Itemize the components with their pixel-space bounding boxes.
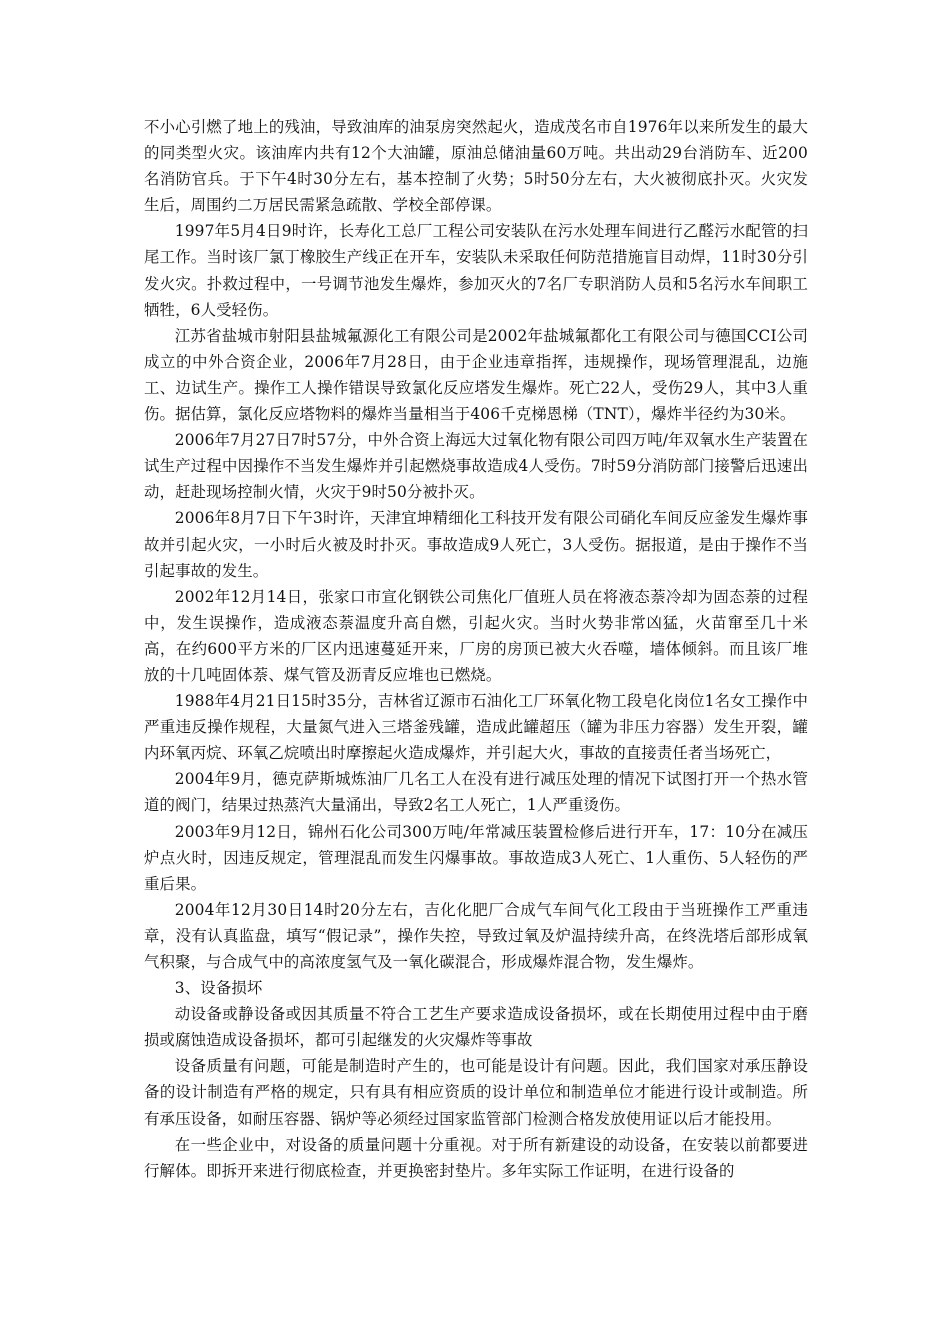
- paragraph-zhangjiakou-fire: 2002年12月14日，张家口市宣化钢铁公司焦化厂值班人员在将液态萘冷却为固态萘的过程中，发生误操作，造成液态萘温度升高自燃，引起火灾。当时火势非常凶猛，火苗窜至几十米高，在约600平方米的厂区内迅速蔓延开来，厂房的房顶已被大火吞噬，墙体倾斜。而且该厂堆放的十几吨固体萘、煤气管及沥青反应堆也已燃烧。: [144, 587, 808, 684]
- paragraph-equipment-inspection: 在一些企业中，对设备的质量问题十分重视。对于所有新建设的动设备，在安装以前都要进行解体。即拆开来进行彻底检查，并更换密封垫片。多年实际工作证明，在进行设备的: [144, 1135, 808, 1180]
- paragraph-shanghai-explosion: 2006年7月27日7时57分，中外合资上海远大过氧化物有限公司四万吨/年双氧水生产装置在试生产过程中因操作不当发生爆炸并引起燃烧事故造成4人受伤。7时59分消防部门接警后迅速出动，赶赴现场控制火情，火灾于9时50分被扑灭。: [144, 431, 808, 502]
- paragraph-jihua-explosion: 2004年12月30日14时20分左右，吉化化肥厂合成气车间气化工段由于当班操作工严重违章，没有认真监盘，填写“假记录”，操作失控，导致过氧及炉温持续升高，在终洗塔后部形成氧气积聚，与合成气中的高浓度氢气及一氧化碳混合，形成爆炸混合物，发生爆炸。: [144, 900, 808, 971]
- document-page: [144, 114, 808, 1184]
- paragraph-changshou-fire: 1997年5月4日9时许，长寿化工总厂工程公司安装队在污水处理车间进行乙醛污水配管的扫尾工作。当时该厂氯丁橡胶生产线正在开车，安装队未采取任何防范措施盲目动焊，11时30分引发火灾。扑救过程中，一号调节池发生爆炸，参加灭火的7名厂专职消防人员和5名污水车间职工牺牲，6人受轻伤。: [144, 222, 808, 319]
- paragraph-maoming-fire: 不小心引燃了地上的残油，导致油库的油泵房突然起火，造成茂名市自1976年以来所发生的最大的同类型火灾。该油库内共有12个大油罐，原油总储油量60万吨。共出动29台消防车、近200名消防官兵。于下午4时30分左右，基本控制了火势；5时50分左右，大火被彻底扑灭。火灾发生后，周围约二万居民需紧急疏散、学校全部停课。: [144, 118, 808, 215]
- section-heading-equipment-damage: 3、设备损坏: [174, 979, 263, 998]
- paragraph-liaoyuan-explosion: 1988年4月21日15时35分，吉林省辽源市石油化工厂环氧化物工段皂化岗位1名女工操作中严重违反操作规程，大量氮气进入三塔釜残罐，造成此罐超压（罐为非压力容器）发生开裂，罐内环氧丙烷、环氧乙烷喷出时摩擦起火造成爆炸，并引起大火，事故的直接责任者当场死亡，: [144, 692, 808, 763]
- paragraph-jinzhou-flash: 2003年9月12日，锦州石化公司300万吨/年常减压装置检修后进行开车，17：10分在减压炉点火时，因违反规定，管理混乱而发生闪爆事故。事故造成3人死亡、1人重伤、5人轻伤的严重后果。: [144, 822, 808, 893]
- paragraph-texas-city-accident: 2004年9月，德克萨斯城炼油厂几名工人在没有进行减压处理的情况下试图打开一个热水管道的阀门，结果过热蒸汽大量涌出，导致2名工人死亡，1人严重烫伤。: [144, 770, 808, 815]
- paragraph-equipment-quality: 设备质量有问题，可能是制造时产生的，也可能是设计有问题。因此，我们国家对承压静设备的设计制造有严格的规定，只有具有相应资质的设计单位和制造单位才能进行设计或制造。所有承压设备，如耐压容器、锅炉等必须经过国家监管部门检测合格发放使用证以后才能投用。: [144, 1057, 808, 1128]
- paragraph-equipment-damage-intro: 动设备或静设备或因其质量不符合工艺生产要求造成设备损坏，或在长期使用过程中由于磨损或腐蚀造成设备损坏，都可引起继发的火灾爆炸等事故: [144, 1005, 808, 1050]
- paragraph-tianjin-explosion: 2006年8月7日下午3时许，天津宜坤精细化工科技开发有限公司硝化车间反应釜发生爆炸事故并引起火灾，一小时后火被及时扑灭。事故造成9人死亡，3人受伤。据报道，是由于操作不当引起事故的发生。: [144, 509, 808, 580]
- paragraph-yancheng-explosion: 江苏省盐城市射阳县盐城氟源化工有限公司是2002年盐城氟都化工有限公司与德国CCI公司成立的中外合资企业，2006年7月28日，由于企业违章指挥，违规操作，现场管理混乱，边施工、边试生产。操作工人操作错误导致氯化反应塔发生爆炸。死亡22人，受伤29人，其中3人重伤。据估算，氯化反应塔物料的爆炸当量相当于406千克梯恩梯（TNT），爆炸半径约为30米。: [144, 326, 808, 424]
